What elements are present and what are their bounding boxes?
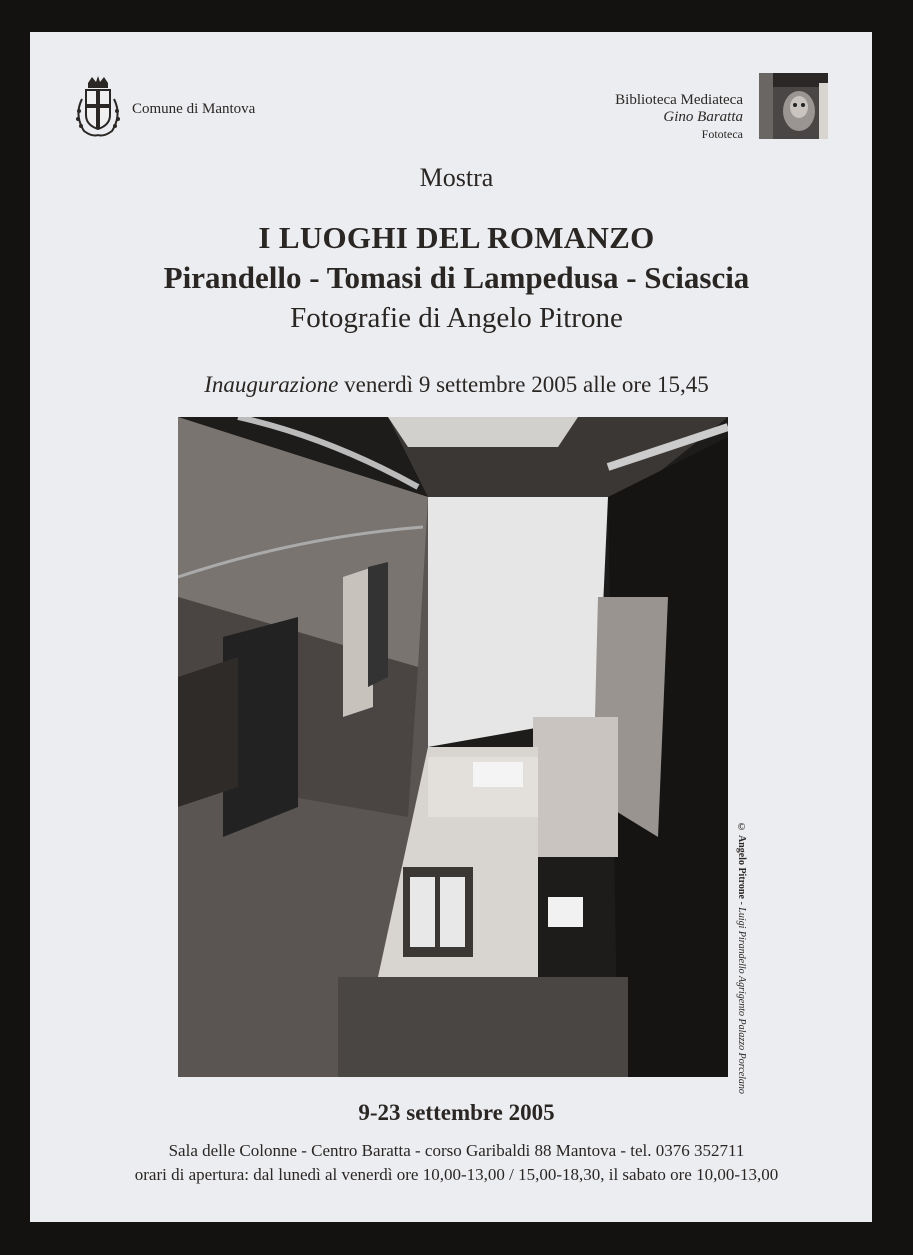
library-logo-photo [759, 73, 828, 139]
courtyard-photograph [178, 417, 728, 1077]
photo-credit-author: © Angelo Pitrone [736, 822, 747, 899]
comune-label: Comune di Mantova [132, 101, 256, 117]
inauguration-label: Inaugurazione [204, 372, 339, 397]
exhibition-dates: 9-23 settembre 2005 [358, 1100, 555, 1125]
exhibition-title: I LUOGHI DEL ROMANZO [258, 220, 655, 255]
photo-credit-caption: - Luigi Pirandello Agrigento Palazzo Porcelano [736, 898, 747, 1094]
venue-line: Sala delle Colonne - Centro Baratta - corso Garibaldi 88 Mantova - tel. 0376 352711 [168, 1141, 745, 1160]
photo-credit [736, 822, 747, 1094]
city-crest-logo [72, 75, 124, 139]
library-name: Biblioteca Mediateca [615, 92, 743, 108]
opening-hours: orari di apertura: dal lunedì al venerdì ore 10,00-13,00 / 15,00-18,30, il sabato ore 10,00-13,00 [134, 1165, 779, 1184]
exhibition-photographer: Fotografie di Angelo Pitrone [290, 302, 623, 334]
exhibition-kicker: Mostra [419, 163, 494, 192]
library-label [615, 92, 743, 143]
inauguration-line [0, 372, 913, 398]
library-person: Gino Baratta [663, 109, 743, 125]
exhibition-authors: Pirandello - Tomasi di Lampedusa - Sciascia [163, 260, 750, 295]
library-dept: Fototeca [701, 127, 743, 141]
inauguration-text: venerdì 9 settembre 2005 alle ore 15,45 [338, 372, 709, 397]
